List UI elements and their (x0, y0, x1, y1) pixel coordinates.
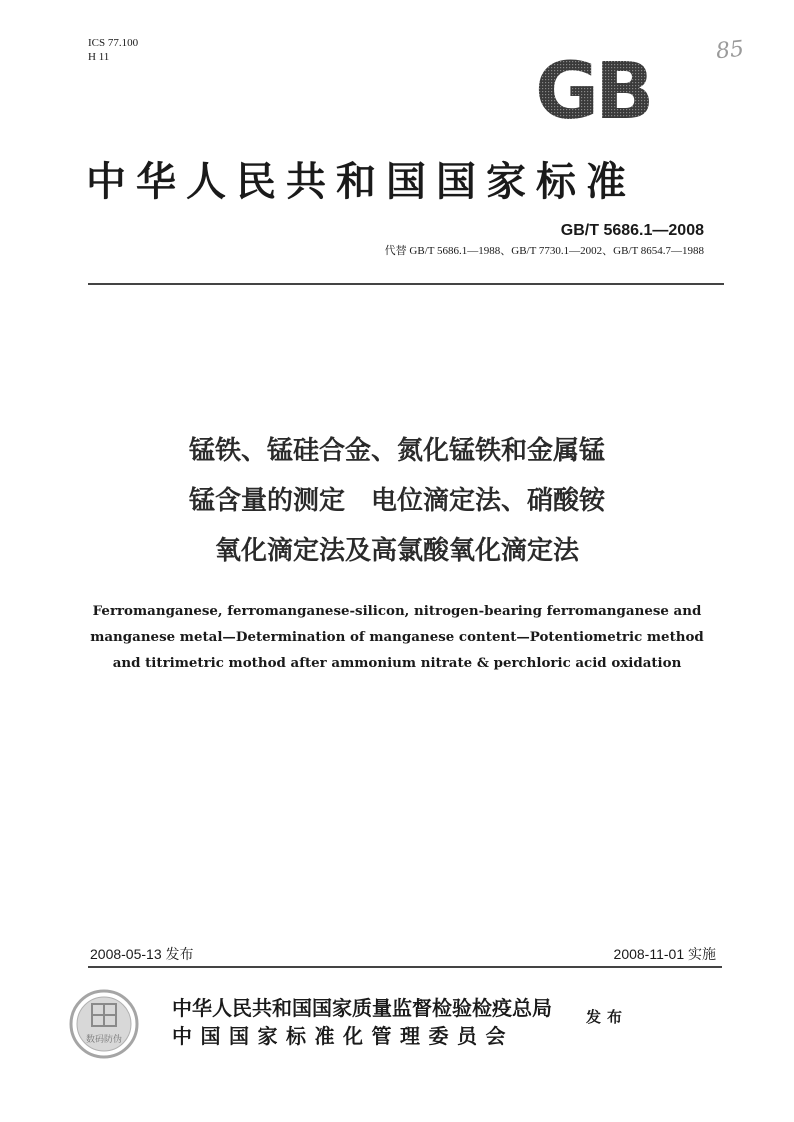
issue-date: 2008-05-13 发布 (90, 946, 194, 962)
gb-logo-icon (533, 52, 681, 124)
page-title: 中华人民共和国国家标准 (86, 159, 636, 205)
en-title-line-2: manganese metal—Determination of manganese content—Potentiometric method (90, 629, 704, 645)
issuer-sac: 中国国家标准化管理委员会 (172, 1024, 514, 1048)
implementation-date: 2008-11-01 实施 (613, 946, 716, 962)
en-title-line-1: Ferromanganese, ferromanganese-silicon, nitrogen-bearing ferromanganese and (92, 603, 702, 619)
issuer-aqsiq: 中华人民共和国国家质量监督检验检疫总局 (172, 996, 552, 1020)
publish-label: 发布 (586, 1008, 629, 1026)
ics-code: ICS 77.100 (88, 37, 139, 49)
seal-text: 数码防伪 (85, 1035, 123, 1045)
header-divider (88, 283, 724, 285)
replaces-note: 代替 GB/T 5686.1—1988、GB/T 7730.1—2002、GB/T 8654.7—1988 (384, 245, 704, 257)
handwritten-note: 85 (714, 36, 746, 65)
en-title-line-3: and titrimetric mothod after ammonium nitrate & perchloric acid oxidation (112, 655, 682, 671)
cn-title-line-1: 锰铁、锰硅合金、氮化锰铁和金属锰 (188, 436, 605, 466)
classification-block (88, 36, 138, 64)
class-code: H 11 (88, 51, 110, 63)
standard-number: GB/T 5686.1—2008 (560, 222, 704, 239)
footer-divider (88, 966, 722, 968)
svg-text:GB: GB (535, 52, 651, 124)
anti-counterfeit-seal-icon (68, 988, 140, 1060)
cn-title-line-3: 氧化滴定法及高氯酸氧化滴定法 (214, 536, 579, 566)
cn-title-line-2: 锰含量的测定 电位滴定法、硝酸铵 (188, 486, 605, 516)
